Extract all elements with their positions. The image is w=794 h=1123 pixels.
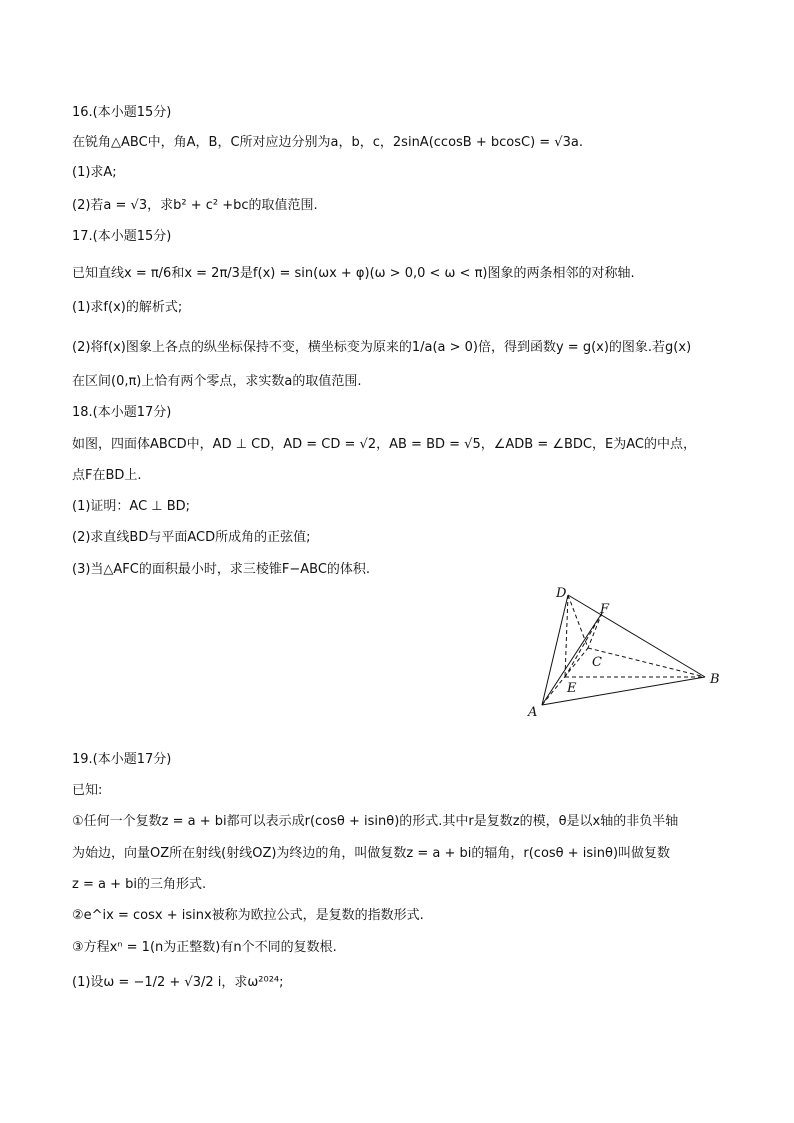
tetrahedron-figure bbox=[520, 580, 730, 720]
line-16-q2: (2)若a = √3，求b² + c² +bc的取值范围. bbox=[72, 198, 318, 213]
line-19-item1-b: 为始边，向量OZ所在射线(射线OZ)为终边的角，叫做复数z = a + bi的辐角，r(cosθ + isinθ)叫做复数 bbox=[72, 846, 671, 861]
line-19-item1-a: ①任何一个复数z = a + bi都可以表示成r(cosθ + isinθ)的形式.其中r是复数z的模，θ是以x轴的非负半轴 bbox=[72, 814, 679, 829]
line-16-stem: 在锐角△ABC中，角A，B，C所对应边分别为a，b，c，2sinA(ccosB + bcosC) = √3a. bbox=[72, 135, 583, 150]
label-d: D bbox=[556, 586, 567, 601]
line-18-stem-b: 点F在BD上. bbox=[72, 468, 142, 483]
line-19-q1: (1)设ω = −1/2 + √3/2 i，求ω²⁰²⁴; bbox=[72, 975, 284, 990]
line-17-header: 17.(本小题15分) bbox=[72, 229, 172, 244]
line-19-item3: ③方程xⁿ = 1(n为正整数)有n个不同的复数根. bbox=[72, 940, 337, 955]
label-a: A bbox=[528, 705, 538, 720]
line-18-q2: (2)求直线BD与平面ACD所成角的正弦值; bbox=[72, 530, 311, 545]
label-c: C bbox=[592, 655, 602, 670]
line-19-given: 已知: bbox=[72, 783, 103, 798]
edge-cb bbox=[588, 648, 705, 677]
line-17-q1: (1)求f(x)的解析式; bbox=[72, 300, 183, 315]
label-e: E bbox=[567, 681, 577, 696]
line-18-header: 18.(本小题17分) bbox=[72, 405, 172, 420]
label-b: B bbox=[710, 672, 720, 687]
line-17-q2-b: 在区间(0,π)上恰有两个零点，求实数a的取值范围. bbox=[72, 374, 362, 389]
line-16-q1: (1)求A; bbox=[72, 165, 117, 180]
line-16-header: 16.(本小题15分) bbox=[72, 105, 172, 120]
line-19-item2: ②e^ix = cosx + isinx被称为欧拉公式，是复数的指数形式. bbox=[72, 908, 424, 923]
line-19-header: 19.(本小题17分) bbox=[72, 752, 172, 767]
line-18-stem-a: 如图，四面体ABCD中，AD ⊥ CD，AD = CD = √2，AB = BD = √5，∠ADB = ∠BDC，E为AC的中点， bbox=[72, 437, 696, 452]
line-19-item1-c: z = a + bi的三角形式. bbox=[72, 877, 207, 892]
line-17-stem: 已知直线x = π/6和x = 2π/3是f(x) = sin(ωx + φ)(ω > 0,0 < ω < π)图象的两条相邻的对称轴. bbox=[72, 266, 635, 281]
label-f: F bbox=[600, 602, 610, 617]
line-18-q1: (1)证明：AC ⊥ BD; bbox=[72, 499, 191, 514]
line-17-q2-a: (2)将f(x)图象上各点的纵坐标保持不变，横坐标变为原来的1/a(a > 0)倍，得到函数y = g(x)的图象.若g(x) bbox=[72, 340, 692, 355]
edge-bd bbox=[568, 595, 705, 677]
edge-dc bbox=[568, 595, 588, 648]
line-18-q3: (3)当△AFC的面积最小时，求三棱锥F−ABC的体积. bbox=[72, 562, 371, 577]
